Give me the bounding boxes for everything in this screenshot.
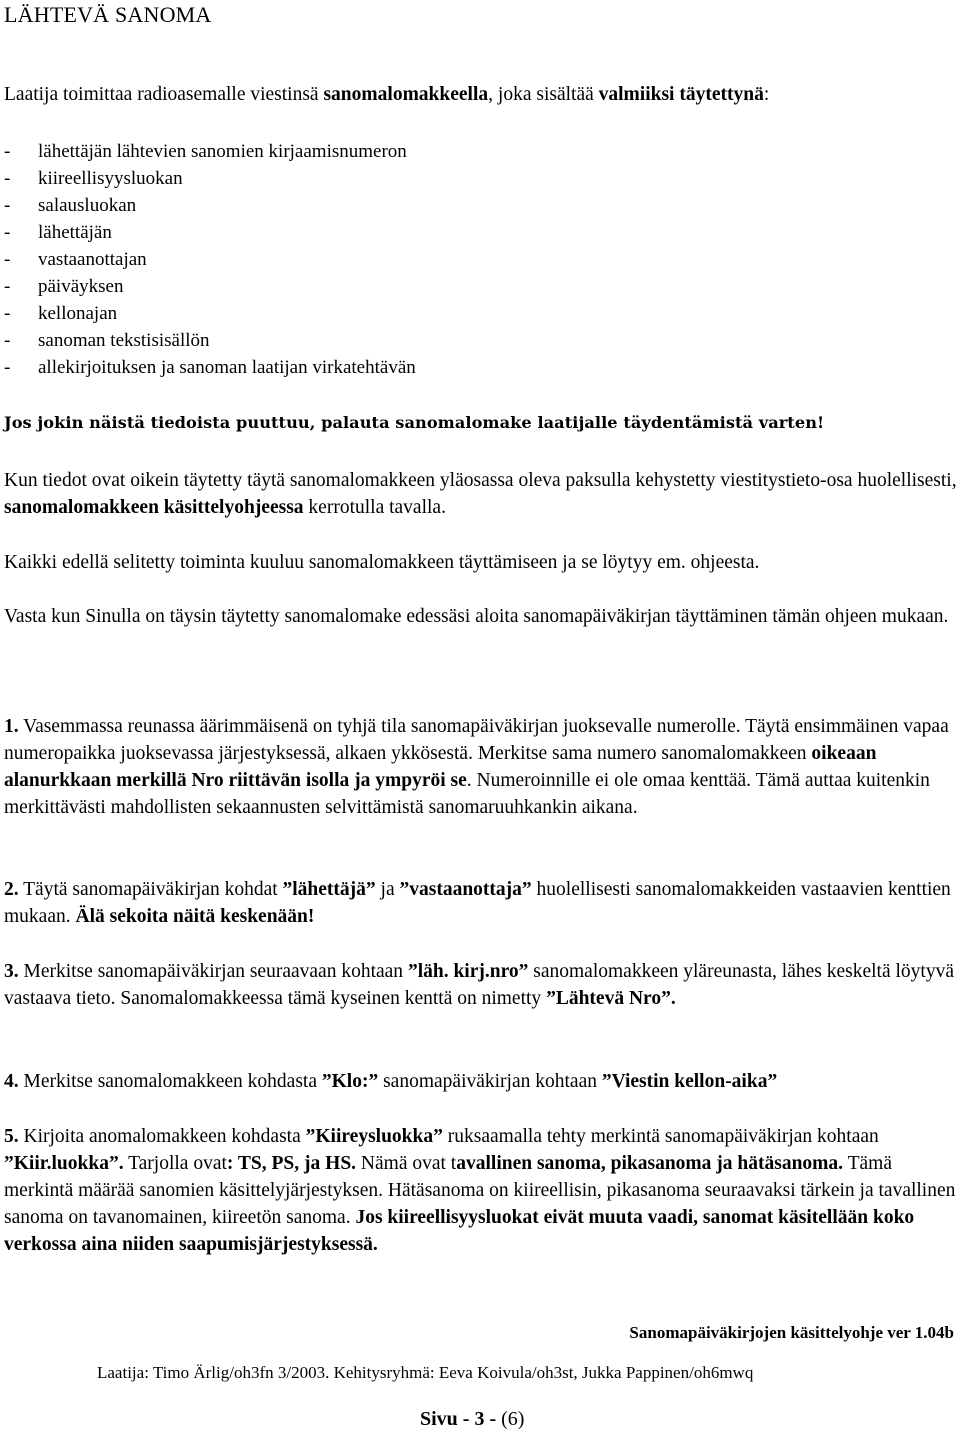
list-item: - allekirjoituksen ja sanoman laatijan virkatehtävän xyxy=(4,357,416,378)
list-item: - lähettäjän xyxy=(4,222,112,243)
list-item: - vastaanottajan xyxy=(4,249,147,270)
step-2: 2. Täytä sanomapäiväkirjan kohdat ”lähettäjä” ja ”vastaanottaja” huolellisesti sanomalomakkeiden vastaavien kenttien mukaan. Älä sekoita näitä keskenään! xyxy=(4,879,951,927)
document-title: LÄHTEVÄ SANOMA xyxy=(4,2,212,27)
warning-text: Jos jokin näistä tiedoista puuttuu, palauta sanomalomake laatijalle täydentämistä varten! xyxy=(4,413,825,432)
paragraph-2: Kaikki edellä selitetty toiminta kuuluu sanomalomakkeen täyttämiseen ja se löytyy em. ohjeesta. xyxy=(4,552,760,573)
list-item: - kellonajan xyxy=(4,303,118,324)
footer-author: Laatija: Timo Ärlig/oh3fn 3/2003. Kehitysryhmä: Eeva Koivula/oh3st, Jukka Pappinen/oh6mwq xyxy=(97,1363,754,1382)
step-3: 3. Merkitse sanomapäiväkirjan seuraavaan kohtaan ”läh. kirj.nro” sanomalomakkeen yläreunasta, lähes keskeltä löytyvä vastaava tieto. Sanomalomakkeessa tämä kyseinen kenttä on nimetty ”Lähtevä Nro”. xyxy=(4,961,954,1009)
paragraph-3: Vasta kun Sinulla on täysin täytetty sanomalomake edessäsi aloita sanomapäiväkirjan täyttäminen tämän ohjeen mukaan. xyxy=(4,606,949,627)
list-item: - lähettäjän lähtevien sanomien kirjaamisnumeron xyxy=(4,141,407,162)
step-1: 1. Vasemmassa reunassa äärimmäisenä on tyhjä tila sanomapäiväkirjan juoksevalle numerolle. Täytä ensimmäinen vapaa numeropaikka juoksevassa järjestyksessä, alkaen ykkösestä. Merkitse sama numero sanomalomakkeen oikeaan alanurkkaan merkillä Nro riittävän isolla ja ympyröi se. Numeroinnille ei ole omaa kenttää. Tämä auttaa kuitenkin merkittävästi mahdollisten sekaannusten selvittämistä sanomaruuhkankin aikana. xyxy=(4,716,949,818)
list-item: - kiireellisyysluokan xyxy=(4,168,183,189)
required-fields-list xyxy=(4,138,416,381)
list-item: - sanoman tekstisisällön xyxy=(4,330,210,351)
intro-bold: sanomalomakkeella xyxy=(323,84,489,105)
step-5: 5. Kirjoita anomalomakkeen kohdasta ”Kiireysluokka” ruksaamalla tehty merkintä sanomapäiväkirjan kohtaan ”Kiir.luokka”. Tarjolla ovat: TS, PS, ja HS. Nämä ovat tavallinen sanoma, pikasanoma ja hätäsanoma. Tämä merkintä määrää sanomien käsittelyjärjestyksen. Hätäsanoma on kiireellisin, pikasanoma seuraavaksi tärkein ja tavallinen sanoma on tavanomainen, kiireetön sanoma. Jos kiireellisyysluokat eivät muuta vaadi, sanomat käsitellään koko verkossa aina niiden saapumisjärjestyksessä. xyxy=(4,1126,956,1255)
intro-text: : xyxy=(763,84,770,105)
intro-bold: valmiiksi täytettynä xyxy=(598,84,764,105)
intro-paragraph xyxy=(4,84,769,106)
list-item: - salausluokan xyxy=(4,195,137,216)
intro-text: Laatija toimittaa radioasemalle viestinsä xyxy=(4,84,324,105)
list-item: - päiväyksen xyxy=(4,276,124,297)
intro-text: , joka sisältää xyxy=(488,84,599,105)
step-4: 4. Merkitse sanomalomakkeen kohdasta ”Klo:” sanomapäiväkirjan kohtaan ”Viestin kellon-aika” xyxy=(4,1071,778,1092)
page-number: Sivu - 3 - (6) xyxy=(420,1408,525,1430)
paragraph-1: Kun tiedot ovat oikein täytetty täytä sanomalomakkeen yläosassa oleva paksulla kehystetty viestitystieto-osa huolellisesti, sanomalomakkeen käsittelyohjeessa kerrotulla tavalla. xyxy=(4,470,957,518)
footer-document-title: Sanomapäiväkirjojen käsittelyohje ver 1.04b xyxy=(629,1323,954,1342)
